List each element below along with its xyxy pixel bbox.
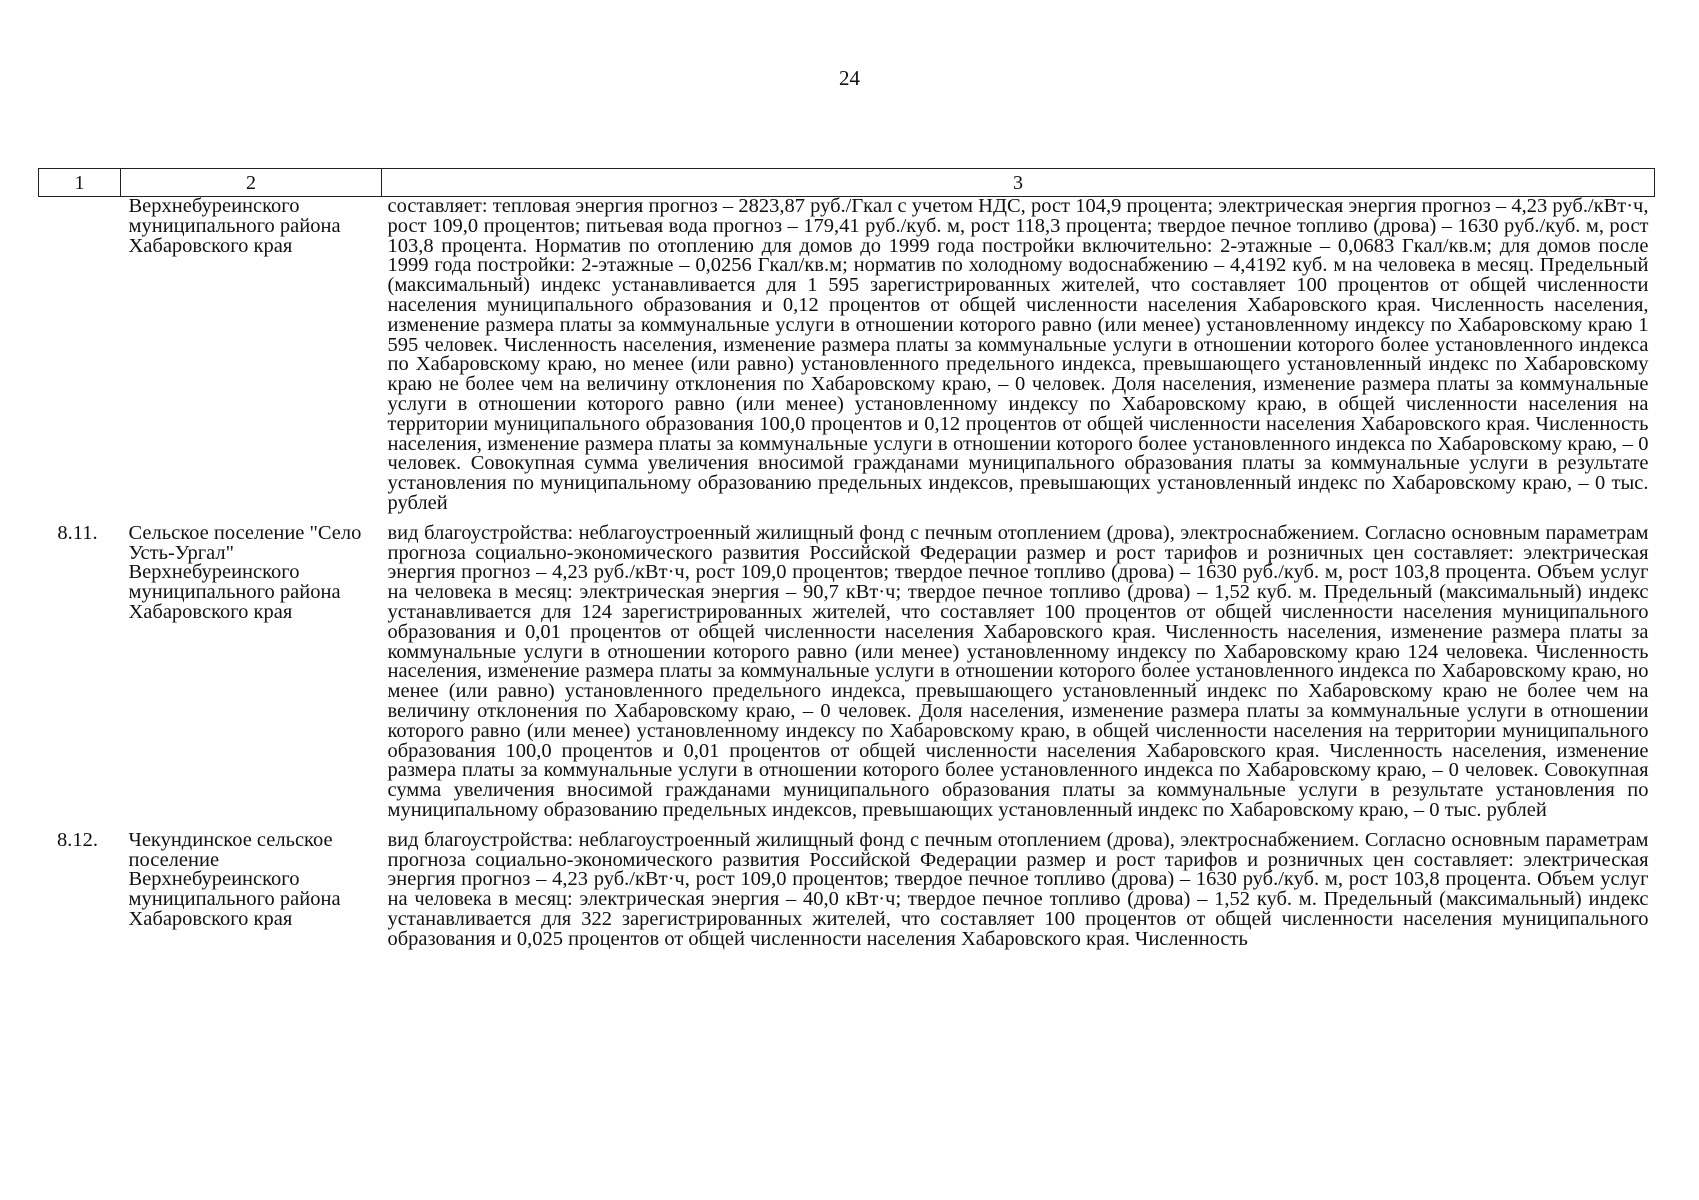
table-header [39, 169, 1655, 197]
document-table [38, 168, 1655, 949]
municipality-name: Чекундинское сельское поселение Верхнебуреинского муниципального района Хабаровского края [128, 828, 341, 930]
row-number: 8.12. [57, 828, 98, 851]
municipality-name: Верхнебуреинского муниципального района Хабаровского края [128, 195, 341, 257]
column-header-2: 2 [121, 169, 382, 197]
row-description: вид благоустройства: неблагоустроенный жилищный фонд с печным отоплением (дрова), электроснабжением. Согласно основным параметрам прогноза социально-экономического развития Российской Федерации размер и рост тарифов и розничных цен составляет: электрическая энергия прогноз – 4,23 руб./кВт·ч, рост 109,0 процентов; твердое печное топливо (дрова) – 1630 руб./куб. м, рост 103,8 процента. Объем услуг на человека в месяц: электрическая энергия – 40,0 кВт·ч; твердое печное топливо (дрова) – 1,52 куб. м. Предельный (максимальный) индекс устанавливается для 322 зарегистрированных жителей, что составляет 100 процентов от общей численности населения муниципального образования и 0,025 процентов от общей численности населения Хабаровского края. Численность [387, 828, 1649, 950]
table-row [39, 514, 1655, 821]
table-row [39, 197, 1655, 514]
column-header-1: 1 [39, 169, 121, 197]
row-description: составляет: тепловая энергия прогноз – 2823,87 руб./Гкал с учетом НДС, рост 104,9 процента; электрическая энергия прогноз – 4,23 руб./кВт·ч, рост 109,0 процентов; питьевая вода прогноз – 179,41 руб./куб. м, рост 118,3 процента; твердое печное топливо (дрова) – 1630 руб./куб. м, рост 103,8 процента. Норматив по отоплению для домов до 1999 года постройки включительно: 2-этажные – 0,0683 Гкал/кв.м; для домов после 1999 года постройки: 2-этажные – 0,0256 Гкал/кв.м; норматив по холодному водоснабжению – 4,4192 куб. м на человека в месяц. Предельный (максимальный) индекс устанавливается для 1 595 зарегистрированных жителей, что составляет 100 процентов от общей численности населения муниципального образования и 0,12 процентов от общей численности населения Хабаровского края. Численность населения, изменение размера платы за коммунальные услуги в отношении которого равно (или менее) установленному индексу по Хабаровскому краю 1 595 человек. Численность населения, изменение размера платы за коммунальные услуги в отношении которого более установленного индекса по Хабаровскому краю, но менее (или равно) установленного предельного индекса, превышающего установленный индекс по Хабаровскому краю не более чем на величину отклонения по Хабаровскому краю, – 0 человек. Доля населения, изменение размера платы за коммунальные услуги в отношении которого равно (или менее) установленному индексу по Хабаровскому краю, в общей численности населения на территории муниципального образования 100,0 процентов и 0,12 процентов от общей численности населения Хабаровского края. Численность населения, изменение размера платы за коммунальные услуги в отношении которого более установленного индекса по Хабаровскому краю, – 0 человек. Совокупная сумма увеличения вносимой гражданами муниципального образования платы за коммунальные услуги в результате установления по муниципальному образованию предельных индексов, превышающих установленный индекс по Хабаровскому краю, – 0 тыс. рублей [387, 195, 1649, 514]
row-number [39, 197, 121, 514]
row-description: вид благоустройства: неблагоустроенный жилищный фонд с печным отоплением (дрова), электроснабжением. Согласно основным параметрам прогноза социально-экономического развития Российской Федерации размер и рост тарифов и розничных цен составляет: электрическая энергия прогноз – 4,23 руб./кВт·ч, рост 109,0 процентов; твердое печное топливо (дрова) – 1630 руб./куб. м, рост 103,8 процента. Объем услуг на человека в месяц: электрическая энергия – 90,7 кВт·ч; твердое печное топливо (дрова) – 1,52 куб. м. Предельный (максимальный) индекс устанавливается для 124 зарегистрированных жителей, что составляет 100 процентов от общей численности населения муниципального образования и 0,01 процентов от общей численности населения Хабаровского края. Численность населения, изменение размера платы за коммунальные услуги в отношении которого равно (или менее) установленному индексу по Хабаровскому краю 124 человека. Численность населения, изменение размера платы за коммунальные услуги в отношении которого более установленного индекса по Хабаровскому краю, но менее (или равно) установленного предельного индекса, превышающего установленный индекс по Хабаровскому краю не более чем на величину отклонения по Хабаровскому краю, – 0 человек. Доля населения, изменение размера платы за коммунальные услуги в отношении которого равно (или менее) установленному индексу по Хабаровскому краю, в общей численности населения на территории муниципального образования 100,0 процентов и 0,01 процентов от общей численности населения Хабаровского края. Численность населения, изменение размера платы за коммунальные услуги в отношении которого более установленного индекса по Хабаровскому краю, – 0 человек. Совокупная сумма увеличения вносимой гражданами муниципального образования платы за коммунальные услуги в результате установления по муниципальному образованию предельных индексов, превышающих установленный индекс по Хабаровскому краю, – 0 тыс. рублей [387, 521, 1649, 821]
page-number: 24 [839, 66, 860, 90]
column-header-3: 3 [382, 169, 1655, 197]
row-number: 8.11. [57, 521, 98, 544]
table-body [39, 197, 1655, 950]
table-row [39, 821, 1655, 950]
header-row [39, 169, 1655, 197]
municipality-name: Сельское поселение "Село Усть-Ургал" Верхнебуреинского муниципального района Хабаровского края [128, 521, 362, 623]
